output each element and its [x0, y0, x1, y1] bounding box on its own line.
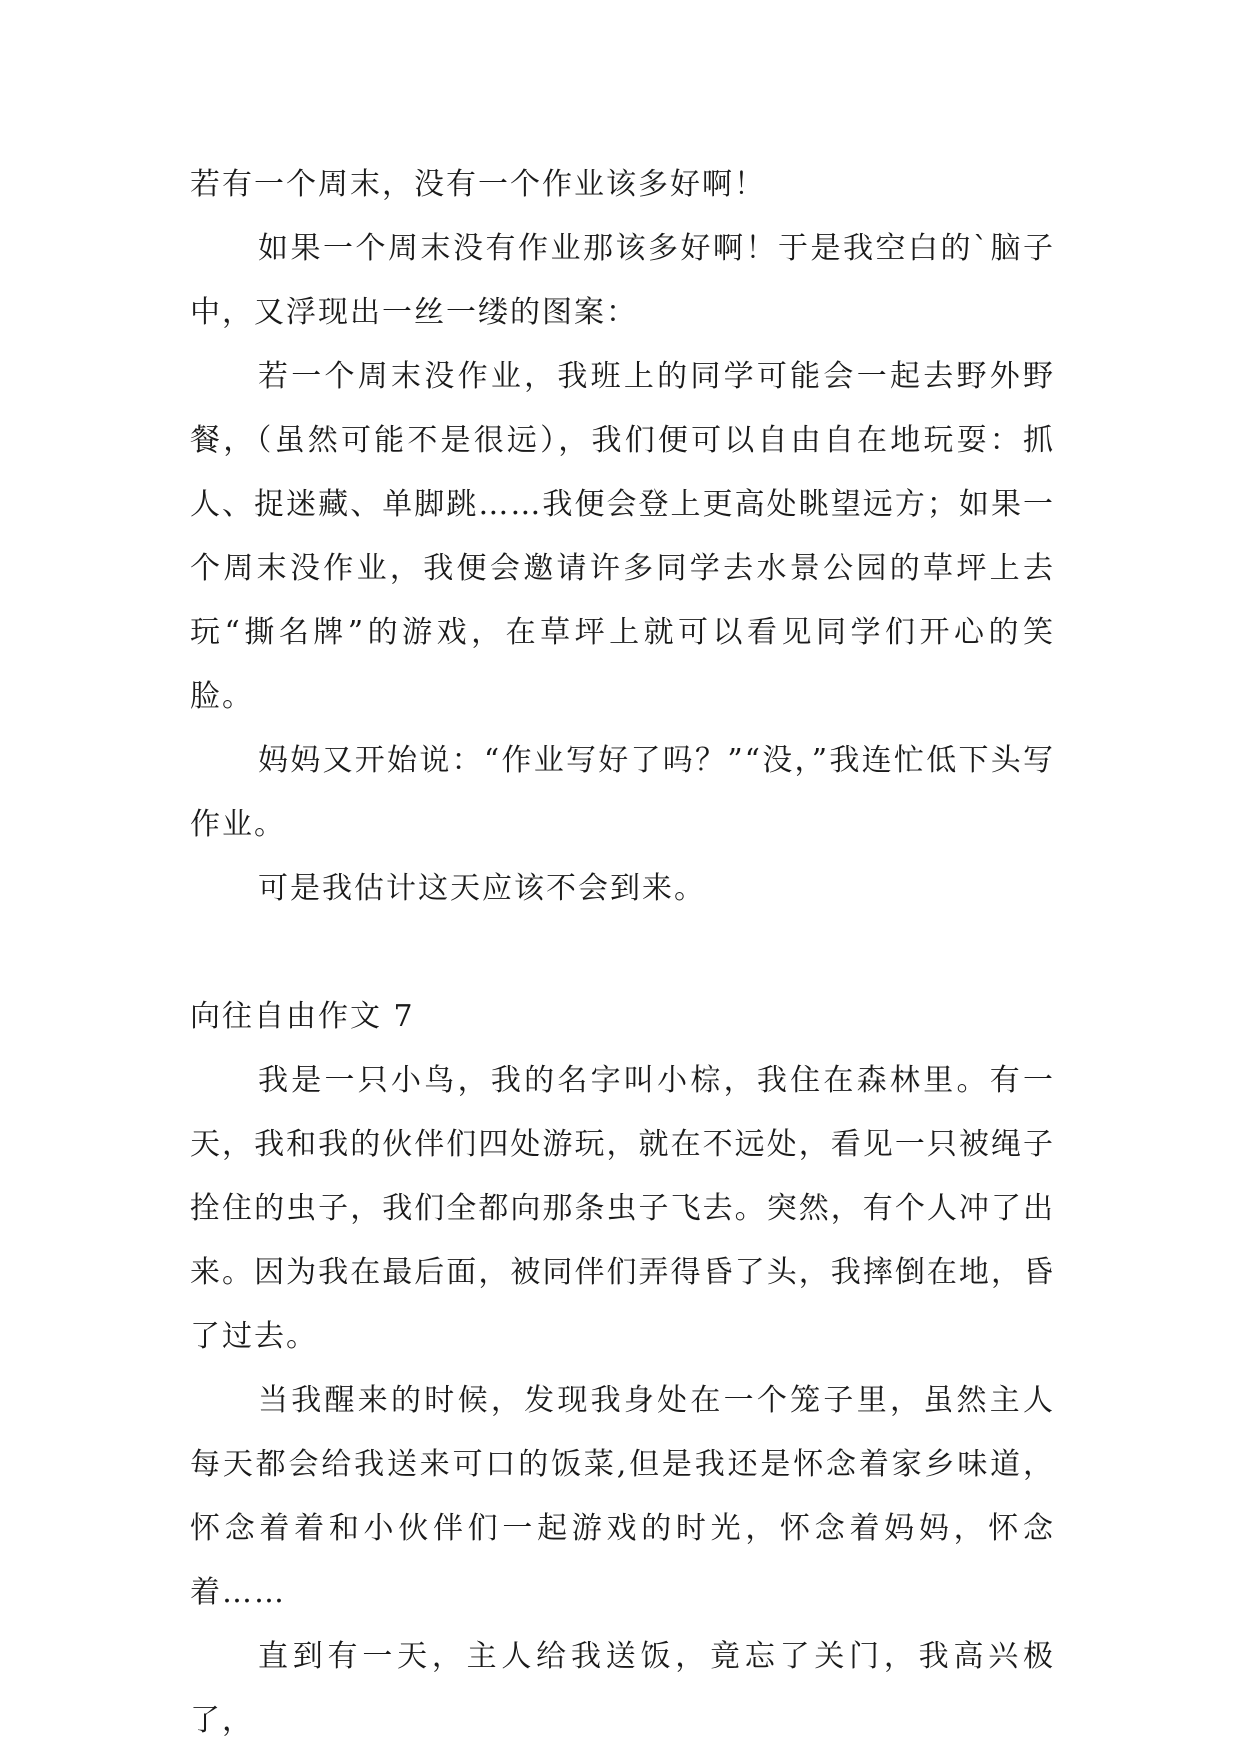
paragraph: 我是一只小鸟，我的名字叫小棕，我住在森林里。有一天，我和我的伙伴们四处游玩，就在不远处，看见一只被绳子拴住的虫子，我们全都向那条虫子飞去。突然，有个人冲了出来。因为我在最后面，被同伴们弄得昏了头，我摔倒在地，昏了过去。: [190, 1063, 1055, 1354]
document-body: [190, 153, 1055, 1753]
section-spacer: [190, 921, 1055, 985]
paragraph: 直到有一天，主人给我送饭，竟忘了关门，我高兴极了，: [190, 1639, 1055, 1738]
paragraph: 如果一个周末没有作业那该多好啊！于是我空白的`脑子中，又浮现出一丝一缕的图案：: [190, 231, 1055, 330]
paragraph: 妈妈又开始说：“作业写好了吗？”“没，”我连忙低下头写作业。: [190, 743, 1055, 842]
section-title: 向往自由作文 7: [190, 999, 415, 1034]
paragraph: 当我醒来的时候，发现我身处在一个笼子里，虽然主人每天都会给我送来可口的饭菜,但是我还是怀念着家乡味道，怀念着着和小伙伴们一起游戏的时光，怀念着妈妈，怀念着……: [190, 1383, 1055, 1610]
paragraph: 可是我估计这天应该不会到来。: [258, 871, 706, 906]
paragraph: 若一个周末没作业，我班上的同学可能会一起去野外野餐，（虽然可能不是很远），我们便可以自由自在地玩耍：抓人、捉迷藏、单脚跳……我便会登上更高处眺望远方；如果一个周末没作业，我便会邀请许多同学去水景公园的草坪上去玩“撕名牌”的游戏，在草坪上就可以看见同学们开心的笑脸。: [190, 359, 1055, 714]
paragraph: 若有一个周末，没有一个作业该多好啊！: [190, 167, 766, 202]
